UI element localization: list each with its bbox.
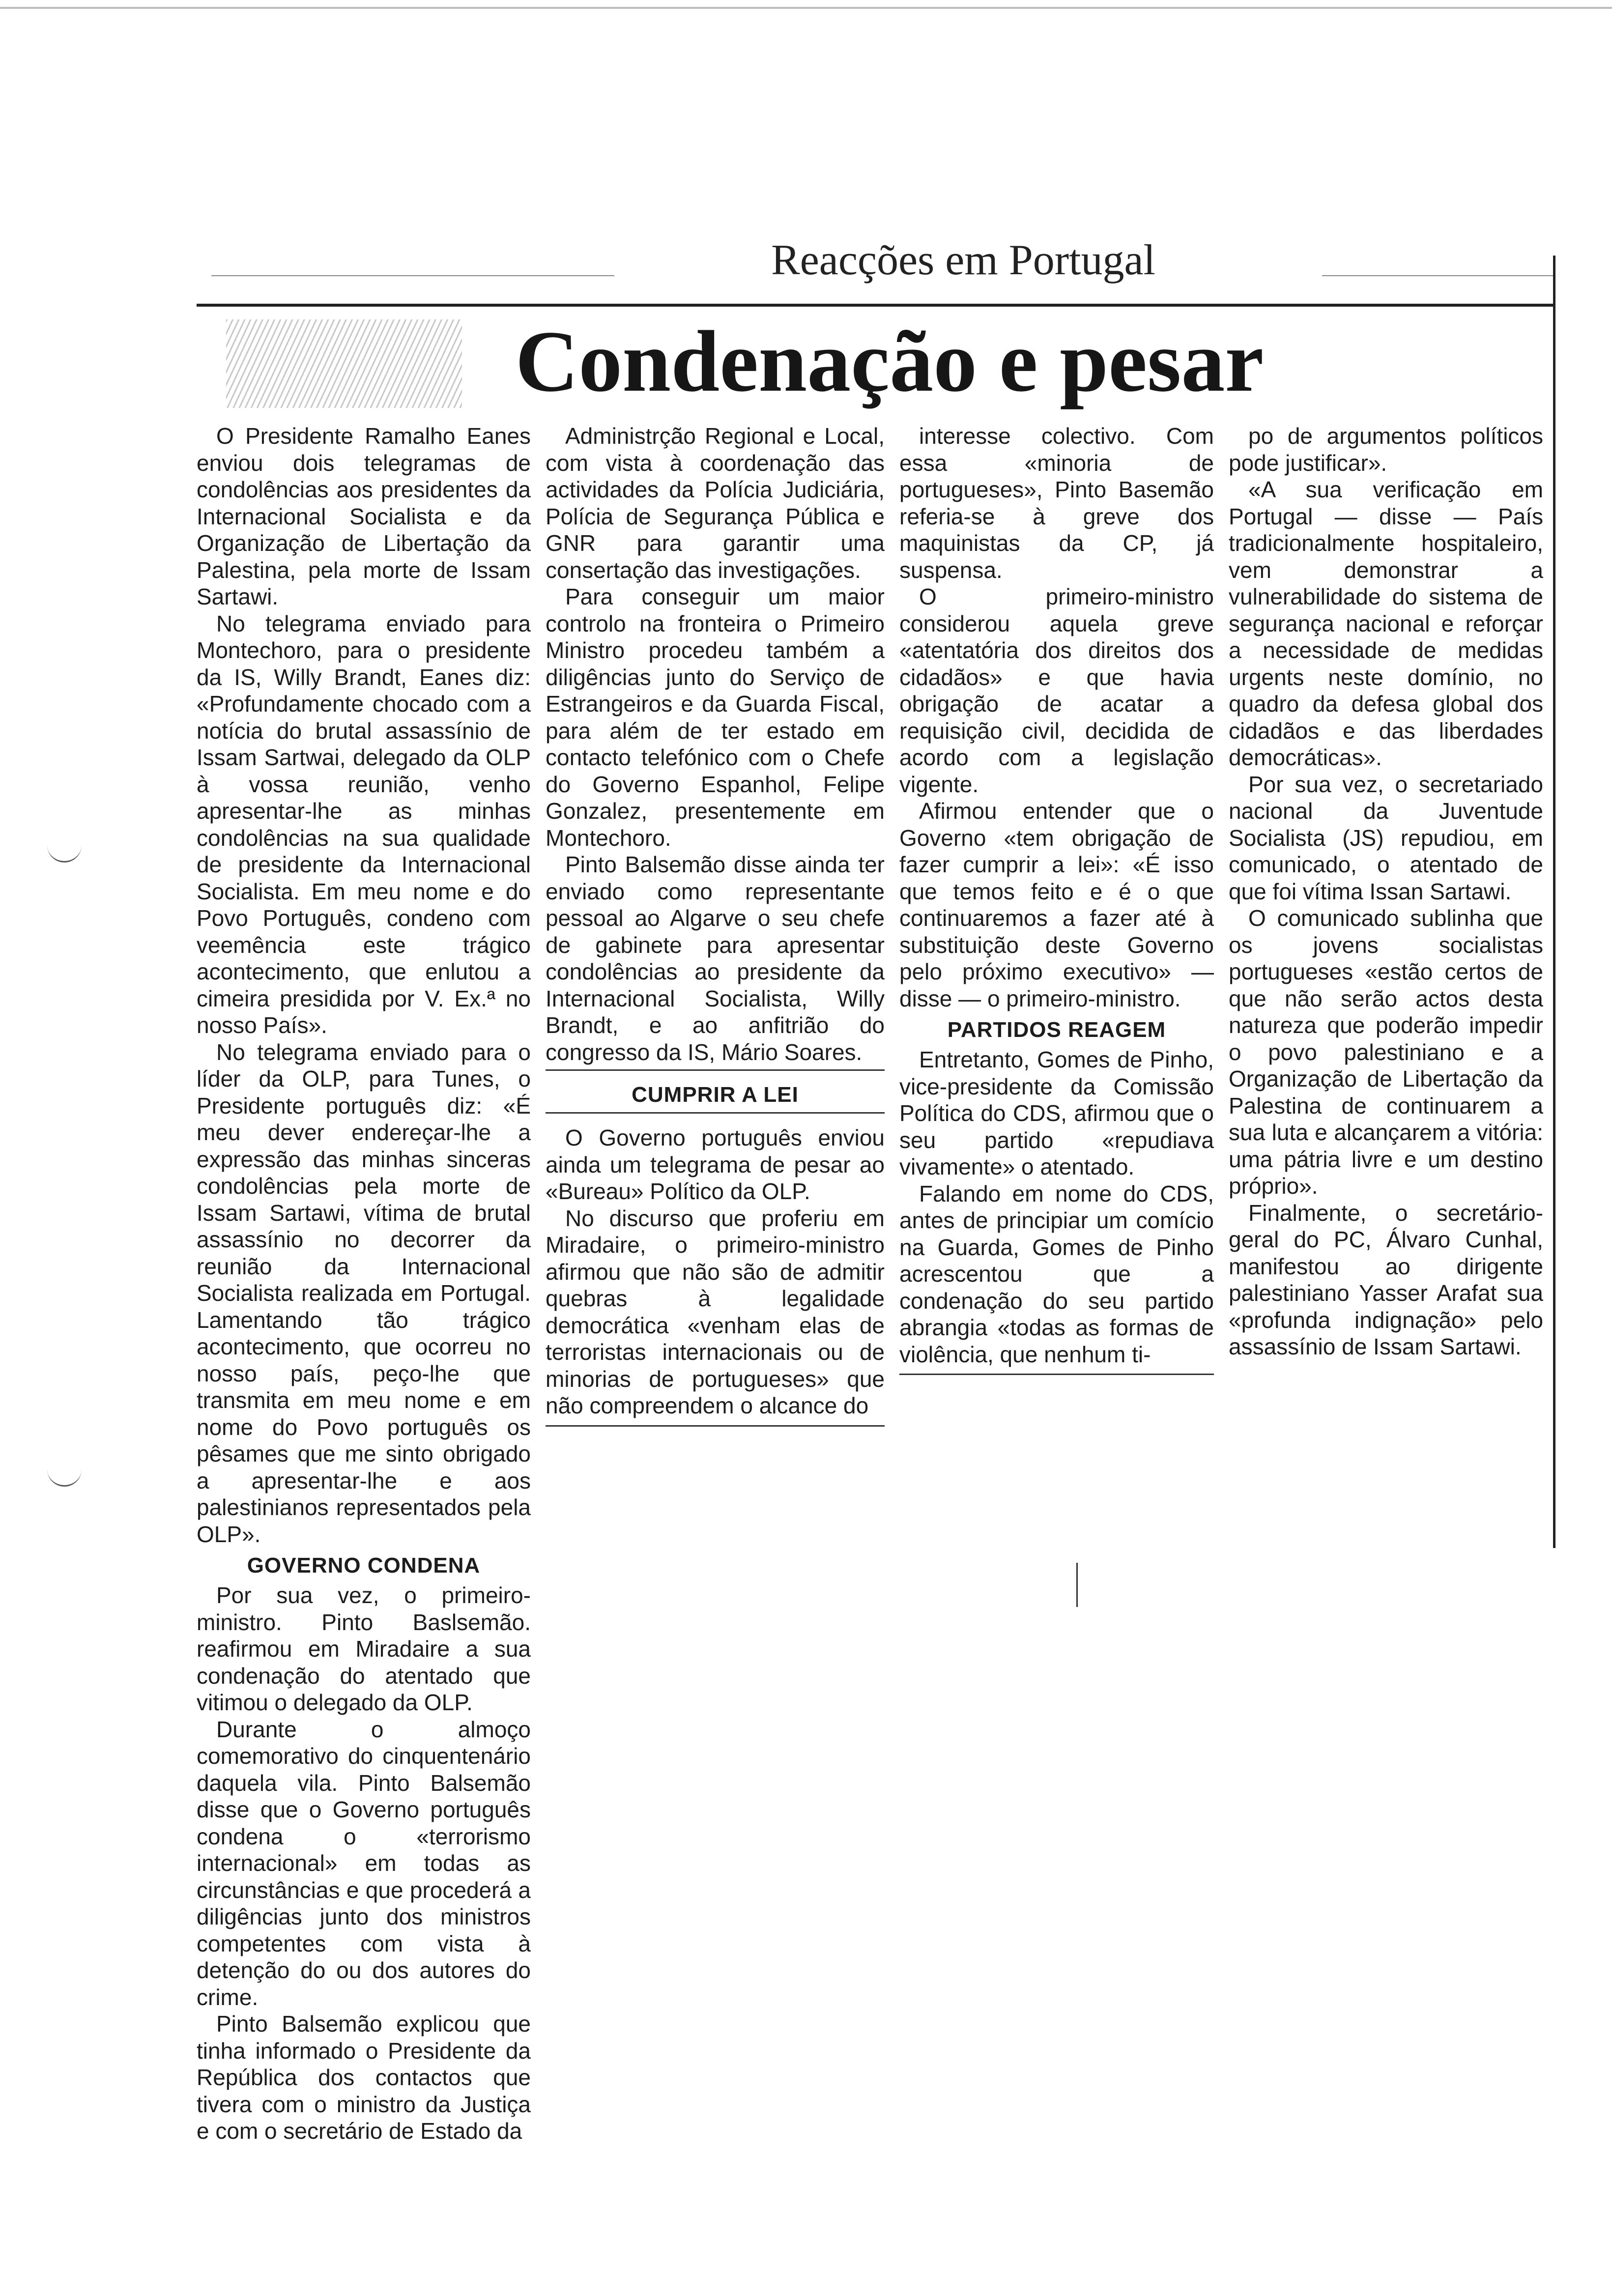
column-end-rule bbox=[546, 1425, 885, 1427]
paragraph: Entretanto, Gomes de Pinho, vice-presidente da Comissão Política do CDS, afirmou que o seu partido «repudiava vivamente» o atentado. bbox=[899, 1047, 1214, 1179]
article-column-4 bbox=[1229, 423, 1543, 1360]
article-column-3 bbox=[899, 423, 1214, 1375]
paragraph: Pinto Balsemão disse ainda ter enviado como representante pessoal ao Algarve o seu chefe de gabinete para apresentar condolências ao presidente da Internacional Socialista, Willy Brandt, e ao anfitrião do congresso da IS, Mário Soares. bbox=[546, 852, 885, 1065]
paragraph: Por sua vez, o primeiro-ministro. Pinto Baslsemão. reafirmou em Miradaire a sua condenação do atentado que vitimou o delegado da OLP. bbox=[197, 1582, 531, 1715]
subheading-cumprir-a-lei: CUMPRIR A LEI bbox=[632, 1083, 799, 1107]
paragraph: Para conseguir um maior controlo na fronteira o Primeiro Ministro procedeu também a diligências junto do Serviço de Estrangeiros e da Guarda Fiscal, para além de ter estado em contacto telefónico com o Chefe do Governo Espanhol, Felipe Gonzalez, presentemente em Montechoro. bbox=[546, 584, 885, 851]
margin-pencil-mark bbox=[47, 845, 82, 862]
paragraph: O primeiro-ministro considerou aquela greve «atentatória dos direitos dos cidadãos» e que havia obrigação de acatar a requisição civil, decidida de acordo com a legislação vigente. bbox=[899, 584, 1214, 797]
subheading-rule bbox=[546, 1069, 885, 1071]
paragraph: Administrção Regional e Local, com vista à coordenação das actividades da Polícia Judiciária, Polícia de Segurança Pública e GNR para garantir uma consertação das investigações. bbox=[546, 423, 885, 583]
headline: Condenação e pesar bbox=[515, 313, 1264, 410]
newspaper-clipping bbox=[197, 216, 1563, 2144]
paragraph: «A sua verificação em Portugal — disse — País tradicionalmente hospitaleiro, vem demonstrar a vulnerabilidade do sistema de segurança nacional e reforçar a necessidade de medidas urgents neste domínio, no quadro da defesa global dos cidadãos e das liberdades democráticas». bbox=[1229, 477, 1543, 770]
subheading-rule bbox=[546, 1112, 885, 1114]
paragraph: Durante o almoço comemorativo do cinquentenário daquela vila. Pinto Balsemão disse que o Governo português condena o «terrorismo internacional» em todas as circunstâncias e que procederá a diligências junto dos ministros competentes com vista à detenção do ou dos autores do crime. bbox=[197, 1716, 531, 2010]
subheading-governo-condena: GOVERNO CONDENA bbox=[247, 1553, 481, 1578]
paragraph: Falando em nome do CDS, antes de principiar um comício na Guarda, Gomes de Pinho acrescentou que a condenação do seu partido abrangia «todas as formas de violência, que nenhum ti- bbox=[899, 1180, 1214, 1367]
paragraph: Pinto Balsemão explicou que tinha informado o Presidente da República dos contactos que tivera com o ministro da Justiça e com o secretário de Estado da bbox=[197, 2011, 531, 2144]
paragraph: O Governo português enviou ainda um telegrama de pesar ao «Bureau» Político da OLP. bbox=[546, 1125, 885, 1204]
margin-pencil-mark bbox=[47, 1469, 82, 1487]
subheading-partidos-reagem: PARTIDOS REAGEM bbox=[947, 1018, 1166, 1042]
header-rule bbox=[197, 304, 1553, 307]
kicker-rule-right bbox=[1322, 275, 1553, 276]
article-column-1 bbox=[197, 423, 531, 2145]
right-margin-rule bbox=[1553, 256, 1555, 1548]
column-end-rule bbox=[899, 1374, 1214, 1375]
paragraph: O Presidente Ramalho Eanes enviou dois telegramas de condolências aos presidentes da Internacional Socialista e da Organização de Libertação da Palestina, pela morte de Issam Sartawi. bbox=[197, 423, 531, 609]
column-tick-mark bbox=[1076, 1563, 1078, 1607]
scan-edge-line bbox=[0, 7, 1612, 9]
kicker-rule-left bbox=[211, 275, 614, 276]
section-kicker: Reacções em Portugal bbox=[771, 236, 1155, 284]
paragraph: interesse colectivo. Com essa «minoria de portugueses», Pinto Basemão referia-se à greve dos maquinistas da CP, já suspensa. bbox=[899, 423, 1214, 583]
paragraph: Finalmente, o secretário-geral do PC, Álvaro Cunhal, manifestou ao dirigente palestiniano Yasser Arafat sua «profunda indignação» pelo assassínio de Issam Sartawi. bbox=[1229, 1200, 1543, 1359]
paragraph: Por sua vez, o secretariado nacional da Juventude Socialista (JS) repudiou, em comunicado, o atentado de que foi vítima Issan Sartawi. bbox=[1229, 771, 1543, 904]
paragraph: po de argumentos políticos pode justificar». bbox=[1229, 423, 1543, 476]
paragraph: O comunicado sublinha que os jovens socialistas portugueses «estão certos de que não serão actos desta natureza que poderão impedir o povo palestiniano e a Organização de Libertação da Palestina de continuarem a sua luta e alcançarem a vitória: uma pátria livre e um destino próprio». bbox=[1229, 905, 1543, 1199]
article-column-2 bbox=[546, 423, 885, 1427]
paragraph: No telegrama enviado para Montechoro, para o presidente da IS, Willy Brandt, Eanes diz: «Profundamente chocado com a notícia do brutal assassínio de Issam Sartwai, delegado da OLP à vossa reunião, venho apresentar-lhe as minhas condolências na sua qualidade de presidente da Internacional Socialista. Em meu nome e do Povo Português, condeno com veemência este trágico acontecimento, que enlutou a cimeira presidida por V. Ex.ª no nosso País». bbox=[197, 610, 531, 1038]
paragraph: No discurso que proferiu em Miradaire, o primeiro-ministro afirmou que não são de admitir quebras à legalidade democrática «venham elas de terroristas internacionais ou de minorias de portugueses» que não compreendem o alcance do bbox=[546, 1205, 885, 1418]
paragraph: Afirmou entender que o Governo «tem obrigação de fazer cumprir a lei»: «É isso que temos feito e é o que continuaremos a fazer até à substituição deste Governo pelo próximo executivo» — disse — o primeiro-ministro. bbox=[899, 798, 1214, 1011]
paragraph: No telegrama enviado para o líder da OLP, para Tunes, o Presidente português diz: «É meu dever endereçar-lhe a expressão das minhas sinceras condolências pela morte de Issam Sartawi, vítima de brutal assassínio no decorrer da reunião da Internacional Socialista realizada em Portugal. Lamentando tão trágico acontecimento, que ocorreu no nosso país, peço-lhe que transmita em meu nome e em nome do Povo português os pêsames que me sinto obrigado a apresentar-lhe e aos palestinianos representados pela OLP». bbox=[197, 1039, 531, 1547]
